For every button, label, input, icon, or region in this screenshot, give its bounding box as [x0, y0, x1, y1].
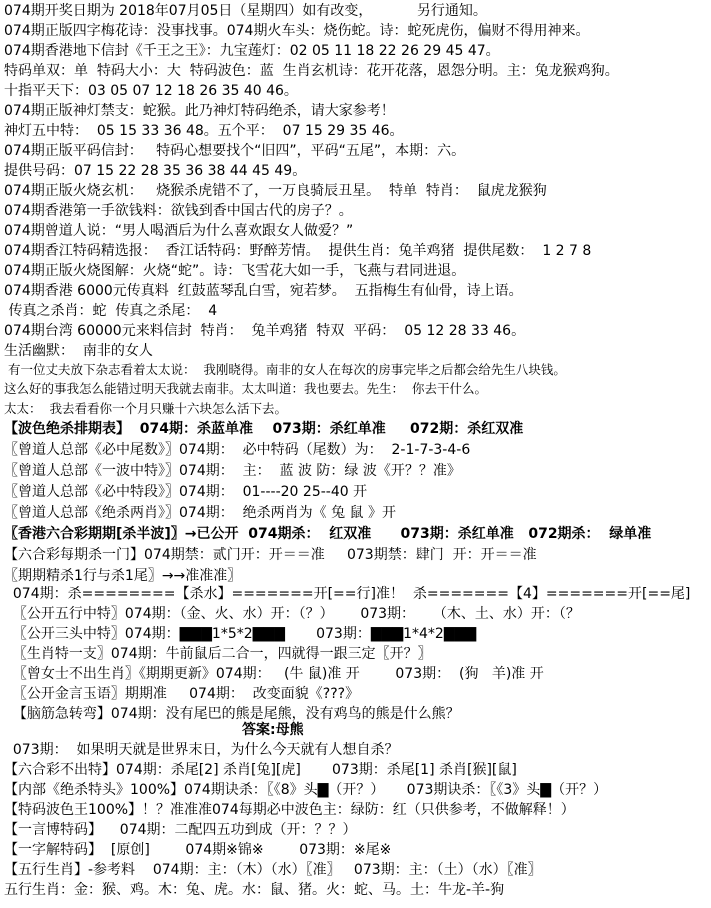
plum-poem-line: 074期正版四字梅花诗：没事找事。074期火车头：烧伤蛇。诗：蛇死虎伤，偏财不得用神来。 [4, 23, 590, 39]
lamp-forbid-line: 074期正版神灯禁支：蛇猴。此乃神灯特码绝杀，请大家参考！ [4, 103, 395, 119]
hk-fax-line: 074期香港 6000元传真料 红鼓蓝琴乱白雪，宛若梦。 五指梅生有仙骨，诗上语。 [4, 283, 523, 299]
kill-row-tail-line: 074期：杀========【杀水】=======开[==行]准！ 杀=======【4】=======开[==尾] [4, 586, 691, 602]
riddle-line: 【脑筋急转弯】074期：没有尾巴的熊是尾熊，没有鸡鸟的熊是什么熊？ [4, 706, 460, 722]
taiwan-letter-line: 074期台湾 60000元来料信封 特肖： 兔羊鸡猪 特双 平码： 05 12 28 33 46。 [4, 323, 526, 339]
zeng-section-line: 〖曾道人总部《必中特段》〗074期： 01----20 25--40 开 [4, 484, 368, 500]
fax-kill-line: 传真之杀肖：蛇 传真之杀尾： 4 [4, 303, 218, 319]
zodiac-legend-line: 五行生肖：金：猴、鸡。木：兔、虎。水：鼠、猪。火：蛇、马。土：牛龙-羊-狗 [4, 882, 505, 898]
no-special-line: 【六合彩不出特】074期：杀尾[2] 杀肖[兔][虎] 073期：杀尾[1] 杀肖[猴][鼠] [4, 762, 517, 778]
one-char-solve-line: 【一字解特码】 [原创] 074期※锦※ 073期：※尾※ [4, 842, 392, 858]
ten-fingers-line: 十指平天下：03 05 07 12 18 26 35 40 46。 [4, 83, 298, 99]
special-code-line: 特码单双：单 特码大小：大 特码波色：蓝 生肖玄机诗：花开花落，恩怨分明。主：兔龙猴鸡狗。 [4, 63, 619, 79]
hk-first-hand-line: 074期香港第一手欲钱料：欲钱到香中国古代的房子？。 [4, 203, 353, 219]
zeng-kill-two-line: 〖曾道人总部《绝杀两肖》〗074期： 绝杀两肖为《 兔 鼠 》开 [4, 505, 396, 521]
flat-code-letter-line: 074期正版平码信封： 特码心想要找个“旧四”，平码“五尾”，本期：六。 [4, 143, 466, 159]
one-word-bet-line: 【一言博特码】 074期：二配四五功到成（开：？？） [4, 822, 357, 838]
kill-head-line: 【内部《绝杀特头》100%】074期诀杀：〖《8》头▇（开？） 073期诀杀：〖《3》头▇（开？） [4, 782, 608, 798]
fire-diagram-line: 074期正版火烧图解：火烧“蛇”。诗：飞雪花大如一手，飞燕与君同进退。 [4, 263, 466, 279]
fire-mystery-line: 074期正版火烧玄机： 烧猴杀虎错不了，一万良骑辰丑星。 特单 特肖： 鼠虎龙猴狗 [4, 183, 547, 199]
kill-row-tail-title: 〖期期精杀1行与杀1尾〗→→准准准〗 [4, 568, 242, 584]
zeng-tail-line: 〖曾道人总部《必中尾数》〗074期： 必中特码（尾数）为： 2-1-7-3-4-6 [4, 442, 471, 458]
provided-numbers-line: 提供号码：07 15 22 28 35 36 38 44 45 49。 [4, 163, 307, 179]
zodiac-one-line: 〖生肖特一支〗074期：牛前鼠后二合一，四就得一跟三定〖开？〗 [4, 646, 432, 662]
kill-gate-line: 【六合彩每期杀一门】074期禁：贰门开：开＝＝准 073期禁：肆门 开：开＝＝准 [4, 547, 537, 563]
zeng-says-line: 074期曾道人说：“男人喝酒后为什么喜欢跟女人做爱？” [4, 223, 354, 239]
draw-date-line: 074期开奖日期为 2018年07月05日（星期四）如有改变， 另行通知。 [4, 3, 487, 19]
xiangjiang-line: 074期香江特码精选报： 香江话特码：野醉芳情。 提供生肖：兔羊鸡猪 提供尾数： 1 2 7 8 [4, 243, 592, 259]
underground-letter-line: 074期香港地下信封《千王之王》：九宝莲灯：02 05 11 18 22 26 29 45 47。 [4, 43, 500, 59]
humor-body-2: 这么好的事我怎么能错过明天我就去南非。太太叫道：我也要去。先生： 你去干什么。 [4, 381, 487, 396]
ms-zeng-line: 〖曾女士不出生肖〗《期期更新》074期： (牛 鼠)准 开 073期： (狗 羊)准 开 [4, 666, 544, 682]
humor-title-line: 生活幽默： 南非的女人 [4, 343, 153, 359]
hk-half-wave-line: 〖香港六合彩期期[杀半波]〗→已公开 074期杀： 红双准 073期：杀红单准 072期杀： 绿单准 [4, 526, 652, 542]
zeng-wave-line: 〖曾道人总部《一波中特》〗074期： 主： 蓝 波 防：绿 波《开？？准》 [4, 463, 461, 479]
wave-kill-schedule-line: 【波色绝杀排期表】 074期：杀蓝单准 073期：杀红单准 072期：杀红双准 [4, 421, 524, 437]
three-heads-line: 〖公开三头中特〗074期：▇▇▇1*5*2▇▇▇ 073期：▇▇▇1*4*2▇▇▇ [4, 626, 477, 642]
riddle-answer: 答案:母熊 [242, 722, 304, 738]
riddle-073-line: 073期： 如果明天就是世界末日，为什么今天就有人想自杀？ [4, 742, 399, 758]
humor-body-1: 有一位丈夫放下杂志看着太太说： 我刚晓得。南非的女人在每次的房事完毕之后都会给先生八块钱。 [4, 362, 566, 377]
humor-body-3: 太太： 我去看看你一个月只赚十六块怎么活下去。 [4, 401, 287, 416]
golden-words-line: 〖公开金言玉语〗期期准 074期： 改变面貌《???》 [4, 686, 360, 702]
five-element-zodiac-line: 【五行生肖】-参考料 074期：主：（木）（水）〖准〗 073期：主：（土）（水）〖准〗 [4, 862, 542, 878]
wave-king-line: 【特码波色王100%】！？准准准074每期必中波色主：绿防：红（只供参考，不做解释！） [4, 802, 575, 818]
five-elements-line: 〖公开五行中特〗074期：（金、火、水）开：（？） 073期： （木、土、水）开：（？ [4, 606, 580, 622]
lamp-five-line: 神灯五中特： 05 15 33 36 48。五个平： 07 15 29 35 46。 [4, 123, 404, 139]
